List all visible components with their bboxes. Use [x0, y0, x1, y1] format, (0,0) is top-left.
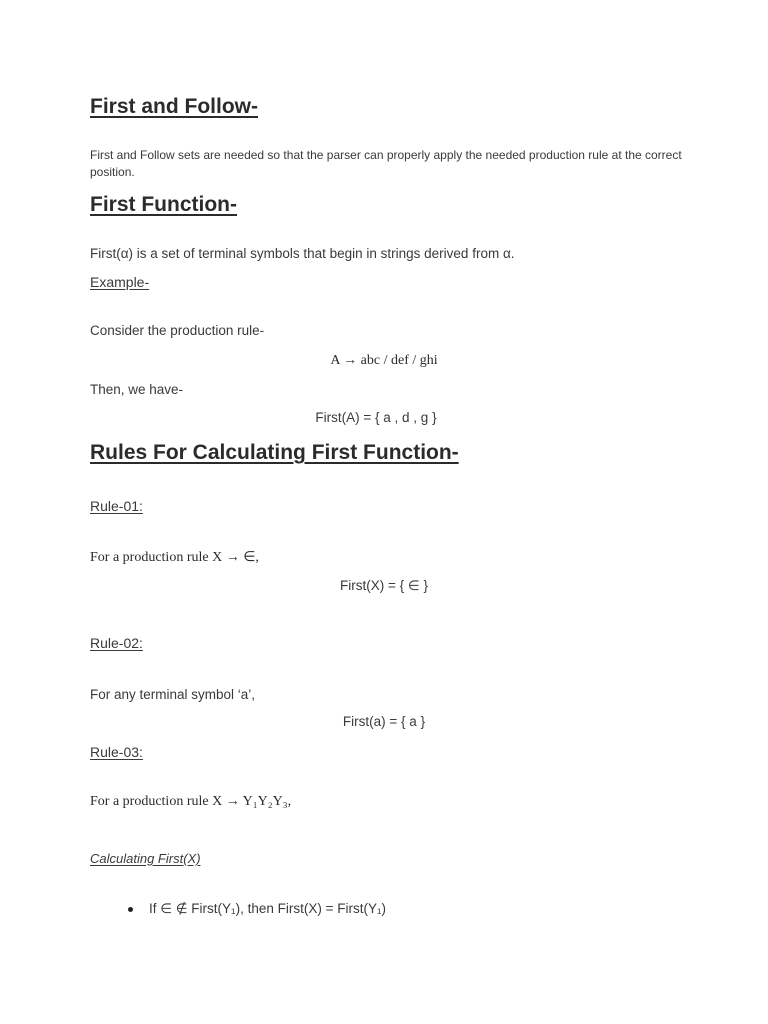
first-a-result: First(A) = { a , d , g }: [315, 410, 437, 425]
heading-first-function: First Function-: [90, 193, 237, 216]
heading-first-and-follow: First and Follow-: [90, 95, 258, 118]
example-label: Example-: [90, 274, 150, 290]
production-rule: A → abc / def / ghi: [330, 353, 438, 368]
rule-03-label: Rule-03:: [90, 744, 143, 760]
then-have-text: Then, we have-: [90, 382, 184, 397]
intro-paragraph: First and Follow sets are needed so that the parser can properly apply the needed production rule at the correct position.: [90, 148, 682, 179]
consider-text: Consider the production rule-: [90, 323, 265, 338]
first-definition: First(α) is a set of terminal symbols that begin in strings derived from α.: [90, 246, 515, 261]
heading-rules: Rules For Calculating First Function-: [90, 441, 459, 464]
rule-02-label: Rule-02:: [90, 635, 143, 651]
rule-01-text: For a production rule X → ∈,: [90, 550, 259, 565]
rule-03-text: For a production rule X → Y₁Y₂Y₃,: [90, 794, 292, 809]
rule-02-result: First(a) = { a }: [342, 714, 426, 729]
rule-01-label: Rule-01:: [90, 498, 143, 514]
bullet-item-1: If ∈ ∉ First(Y₁), then First(X) = First(Y₁): [149, 901, 387, 916]
rule-01-result: First(X) = { ∈ }: [340, 578, 428, 593]
rule-02-text: For any terminal symbol ‘a’,: [90, 687, 256, 702]
calculating-first-label: Calculating First(X): [90, 851, 201, 866]
bullet-dot: [128, 907, 133, 912]
